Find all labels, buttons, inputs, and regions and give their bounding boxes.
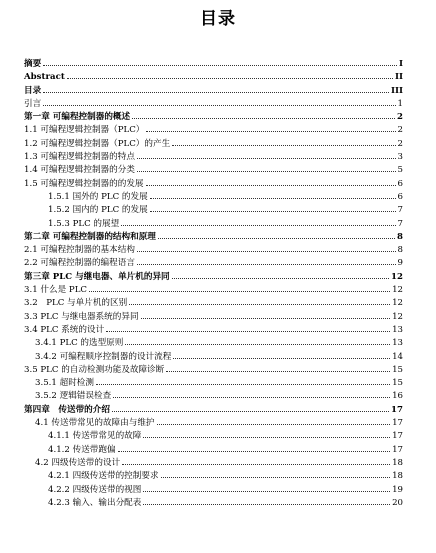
page-title: 目录 xyxy=(200,9,236,29)
toc-entry[interactable] xyxy=(0,415,436,428)
toc-entry-page-number: 13 xyxy=(392,338,403,349)
toc-entry[interactable] xyxy=(0,295,436,308)
toc-entry-title: 引言 xyxy=(24,98,42,109)
toc-entry-title: 第三章 PLC 与继电器、单片机的异同 xyxy=(24,271,170,282)
toc-entry-title: 3.3 PLC 与继电器系统的异同 xyxy=(24,311,139,322)
toc-leader-dots xyxy=(113,388,390,398)
toc-leader-dots xyxy=(146,122,395,132)
toc-leader-dots xyxy=(150,189,396,199)
toc-leader-dots xyxy=(129,295,390,305)
toc-entry[interactable] xyxy=(0,362,436,375)
toc-entry-page-number: 19 xyxy=(392,484,403,495)
toc-entry-title: 第二章 可编程控制器的结构和原理 xyxy=(24,231,156,242)
toc-entry[interactable] xyxy=(0,56,436,69)
toc-entry-page-number: II xyxy=(394,72,403,83)
toc-entry[interactable] xyxy=(0,242,436,255)
toc-leader-dots xyxy=(146,176,396,186)
toc-leader-dots xyxy=(121,216,395,226)
toc-entry-title: 4.1 传送带常见的故障由与维护 xyxy=(35,418,155,429)
toc-entry-title: 3.4 PLC 系统的设计 xyxy=(24,324,105,335)
toc-leader-dots xyxy=(89,282,390,292)
toc-entry[interactable] xyxy=(0,322,436,335)
toc-entry-page-number: 7 xyxy=(397,218,403,229)
toc-entry-page-number: 12 xyxy=(392,285,403,296)
toc-entry-page-number: III xyxy=(390,85,403,96)
toc-entry[interactable] xyxy=(0,428,436,441)
toc-entry[interactable] xyxy=(0,402,436,415)
toc-entry-page-number: 18 xyxy=(392,471,403,482)
toc-entry-title: 4.2 四级传送带的设计 xyxy=(35,457,121,468)
toc-entry[interactable] xyxy=(0,269,436,282)
toc-entry-page-number: 5 xyxy=(397,165,403,176)
toc-entry-title: 目录 xyxy=(24,85,42,96)
toc-entry-page-number: 3 xyxy=(397,152,403,163)
toc-entry-title: 1.5.3 PLC 的展望 xyxy=(48,218,120,229)
toc-entry[interactable] xyxy=(0,162,436,175)
table-of-contents xyxy=(0,56,436,508)
toc-entry-page-number: 17 xyxy=(392,418,403,429)
toc-entry-title: 1.1 可编程逻辑控制器（PLC） xyxy=(24,125,145,136)
toc-entry[interactable] xyxy=(0,495,436,508)
toc-entry[interactable] xyxy=(0,255,436,268)
toc-entry-page-number: 18 xyxy=(392,457,403,468)
toc-entry-title: 1.4 可编程逻辑控制器的分类 xyxy=(24,165,135,176)
toc-entry[interactable] xyxy=(0,468,436,481)
toc-entry-title: 4.2.1 四级传送带的控制要求 xyxy=(48,471,159,482)
toc-entry-title: 1.2 可编程逻辑控制器（PLC）的产生 xyxy=(24,138,171,149)
toc-leader-dots xyxy=(143,428,390,438)
toc-entry-title: 2.2 可编程控制器的编程语言 xyxy=(24,258,135,269)
toc-entry-page-number: 8 xyxy=(397,245,403,256)
toc-entry-page-number: 8 xyxy=(397,231,403,242)
toc-entry-title: 1.5.2 国内的 PLC 的发展 xyxy=(48,205,148,216)
toc-leader-dots xyxy=(132,109,395,119)
toc-entry[interactable] xyxy=(0,309,436,322)
toc-leader-dots xyxy=(137,242,396,252)
toc-leader-dots xyxy=(161,468,391,478)
toc-entry[interactable] xyxy=(0,455,436,468)
toc-leader-dots xyxy=(43,96,395,106)
toc-leader-dots xyxy=(43,56,397,66)
toc-entry[interactable] xyxy=(0,122,436,135)
toc-entry[interactable] xyxy=(0,482,436,495)
toc-entry-page-number: 17 xyxy=(392,431,403,442)
toc-entry[interactable] xyxy=(0,69,436,82)
toc-entry-page-number: 16 xyxy=(392,391,403,402)
toc-entry-page-number: 14 xyxy=(392,351,403,362)
toc-entry-title: 1.5.1 国外的 PLC 的发展 xyxy=(48,191,148,202)
toc-entry-title: 3.2 PLC 与单片机的区别 xyxy=(24,298,128,309)
toc-entry-page-number: 6 xyxy=(397,178,403,189)
toc-entry-page-number: 13 xyxy=(392,324,403,335)
toc-entry-title: 摘要 xyxy=(24,59,42,69)
toc-leader-dots xyxy=(96,375,390,385)
toc-entry-title: 3.1 什么是 PLC xyxy=(24,285,87,296)
toc-entry-title: 3.5 PLC 的自动检测功能及故障诊断 xyxy=(24,364,165,375)
toc-leader-dots xyxy=(125,335,390,345)
toc-entry[interactable] xyxy=(0,149,436,162)
toc-entry-page-number: 17 xyxy=(391,404,403,415)
toc-entry[interactable] xyxy=(0,229,436,242)
toc-leader-dots xyxy=(143,495,390,505)
toc-entry-title: 1.5 可编程逻辑控制器的的发展 xyxy=(24,178,144,189)
toc-leader-dots xyxy=(166,362,390,372)
toc-entry-title: 第一章 可编程控制器的概述 xyxy=(24,112,131,123)
toc-leader-dots xyxy=(67,69,393,79)
toc-entry[interactable] xyxy=(0,83,436,96)
toc-entry[interactable] xyxy=(0,202,436,215)
toc-entry[interactable] xyxy=(0,189,436,202)
toc-entry-page-number: 7 xyxy=(397,205,403,216)
toc-leader-dots xyxy=(150,202,396,212)
toc-entry[interactable] xyxy=(0,109,436,122)
toc-entry-title: 4.2.2 四级传送带的视图 xyxy=(48,484,142,495)
toc-entry[interactable] xyxy=(0,375,436,388)
toc-entry[interactable] xyxy=(0,335,436,348)
toc-entry-page-number: 6 xyxy=(397,191,403,202)
toc-entry-title: Abstract xyxy=(24,72,65,83)
toc-entry-page-number: 2 xyxy=(397,138,403,149)
toc-entry-title: 1.3 可编程逻辑控制器的特点 xyxy=(24,152,135,163)
toc-leader-dots xyxy=(43,83,389,93)
toc-entry-title: 3.4.2 可编程顺序控制器的设计流程 xyxy=(35,351,172,362)
toc-leader-dots xyxy=(122,455,390,465)
toc-entry[interactable] xyxy=(0,442,436,455)
toc-entry-page-number: 2 xyxy=(397,125,403,136)
toc-leader-dots xyxy=(137,149,396,159)
toc-leader-dots xyxy=(106,322,390,332)
toc-leader-dots xyxy=(137,162,396,172)
toc-entry-page-number: 17 xyxy=(392,444,403,455)
toc-entry-page-number: 9 xyxy=(397,258,403,269)
toc-entry[interactable] xyxy=(0,176,436,189)
toc-entry[interactable] xyxy=(0,349,436,362)
toc-entry-page-number: 12 xyxy=(391,271,403,282)
toc-leader-dots xyxy=(172,269,389,279)
toc-entry[interactable] xyxy=(0,136,436,149)
toc-leader-dots xyxy=(137,255,396,265)
toc-entry[interactable] xyxy=(0,96,436,109)
toc-entry-page-number: 12 xyxy=(392,311,403,322)
toc-entry-page-number: 1 xyxy=(397,98,403,109)
toc-entry-page-number: I xyxy=(398,59,403,69)
toc-entry-title: 4.1.2 传送带跑偏 xyxy=(48,444,116,455)
toc-leader-dots xyxy=(143,482,390,492)
toc-entry-page-number: 15 xyxy=(392,364,403,375)
toc-entry[interactable] xyxy=(0,282,436,295)
toc-leader-dots xyxy=(172,136,395,146)
toc-entry-title: 2.1 可编程控制器的基本结构 xyxy=(24,245,135,256)
toc-leader-dots xyxy=(112,402,389,412)
toc-leader-dots xyxy=(141,309,391,319)
toc-entry[interactable] xyxy=(0,388,436,401)
toc-leader-dots xyxy=(173,349,390,359)
toc-leader-dots xyxy=(158,229,395,239)
toc-entry-page-number: 2 xyxy=(397,112,403,123)
toc-entry-title: 3.5.2 逻辑错误检查 xyxy=(35,391,112,402)
toc-entry-page-number: 20 xyxy=(392,497,403,508)
toc-leader-dots xyxy=(118,442,390,452)
toc-entry-title: 4.1.1 传送带常见的故障 xyxy=(48,431,142,442)
toc-entry-page-number: 12 xyxy=(392,298,403,309)
toc-entry-title: 4.2.3 输入、输出分配表 xyxy=(48,497,142,508)
toc-leader-dots xyxy=(157,415,391,425)
toc-entry[interactable] xyxy=(0,216,436,229)
toc-entry-page-number: 15 xyxy=(392,378,403,389)
toc-entry-title: 第四章 传送带的介绍 xyxy=(24,404,110,415)
toc-entry-title: 3.5.1 超时检测 xyxy=(35,378,94,389)
toc-entry-line xyxy=(48,495,403,510)
toc-entry-title: 3.4.1 PLC 的选型原则 xyxy=(35,338,124,349)
